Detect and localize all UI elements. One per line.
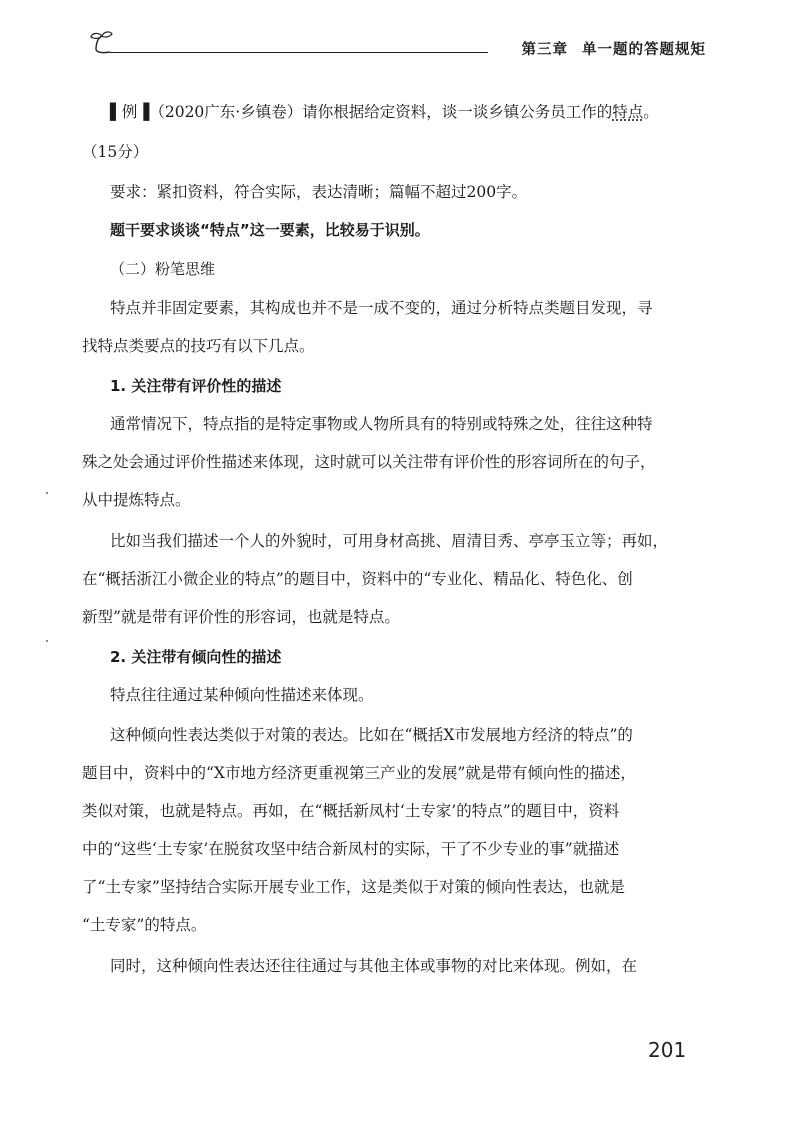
scan-speck (46, 492, 48, 494)
example-emphasis: 特点 (612, 103, 644, 121)
paragraph-line: 了“土专家”坚持结合实际开展专业工作，这是类似于对策的倾向性表达，也就是 (82, 878, 625, 896)
paragraph-line: 找特点类要点的技巧有以下几点。 (82, 337, 315, 355)
paragraph-line: 从中提炼特点。 (82, 491, 191, 509)
score-line: （15分） (82, 143, 149, 161)
section-title: （二）粉笔思维 (110, 260, 216, 278)
chapter-number: 第三章 (521, 42, 568, 58)
running-header (84, 30, 706, 60)
example-lead: ▌例▐（2020广东·乡镇卷）请你根据给定资料，谈一谈乡镇公务员工作的 (110, 103, 613, 121)
paragraph-line: 比如当我们描述一个人的外貌时，可用身材高挑、眉清目秀、亭亭玉立等；再如， (110, 532, 669, 550)
example-end: 。 (643, 103, 659, 121)
paragraph-line: 新型”就是带有评价性的形容词，也就是特点。 (82, 608, 400, 626)
paragraph-line: 在“概括浙江小微企业的特点”的题目中，资料中的“专业化、精品化、特色化、创 (82, 570, 633, 588)
chapter-title: 单一题的答题规矩 (582, 42, 706, 58)
subsection-title: 2. 关注带有倾向性的描述 (110, 648, 282, 666)
chapter-heading (522, 38, 707, 59)
paragraph-line: 类似对策，也就是特点。再如，在“概括新凤村‘土专家’的特点”的题目中，资料 (82, 802, 620, 820)
paragraph-line: 殊之处会通过评价性描述来体现，这时就可以关注带有评价性的形容词所在的句子， (82, 453, 656, 471)
paragraph-line: 通常情况下，特点指的是特定事物或人物所具有的特别或特殊之处，往往这种特 (110, 415, 653, 433)
paragraph-line: 同时，这种倾向性表达还往往通过与其他主体或事物的对比来体现。例如，在 (110, 957, 638, 975)
paragraph-line: 这种倾向性表达类似于对策的表达。比如在“概括X市发展地方经济的特点”的 (110, 726, 633, 744)
paragraph-line: 题目中，资料中的“X市地方经济更重视第三产业的发展”就是带有倾向性的描述， (82, 764, 636, 782)
subsection-title: 1. 关注带有评价性的描述 (110, 377, 282, 395)
example-line (110, 102, 659, 122)
paragraph-line: “土专家”的特点。 (82, 916, 207, 934)
scan-speck (46, 640, 48, 642)
page-number: 201 (648, 1038, 687, 1062)
paragraph-line: 中的“这些‘土专家’在脱贫攻坚中结合新凤村的实际，干了不少专业的事”就描述 (82, 840, 620, 858)
paragraph-line: 特点往往通过某种倾向性描述来体现。 (110, 686, 374, 704)
header-rule (110, 52, 488, 53)
paragraph-line: 特点并非固定要素，其构成也并不是一成不变的，通过分析特点类题目发现，寻 (110, 299, 653, 317)
summary-line: 题干要求谈谈“特点”这一要素，比较易于识别。 (110, 221, 430, 239)
requirement-line: 要求：紧扣资料，符合实际，表达清晰；篇幅不超过200字。 (110, 183, 528, 201)
